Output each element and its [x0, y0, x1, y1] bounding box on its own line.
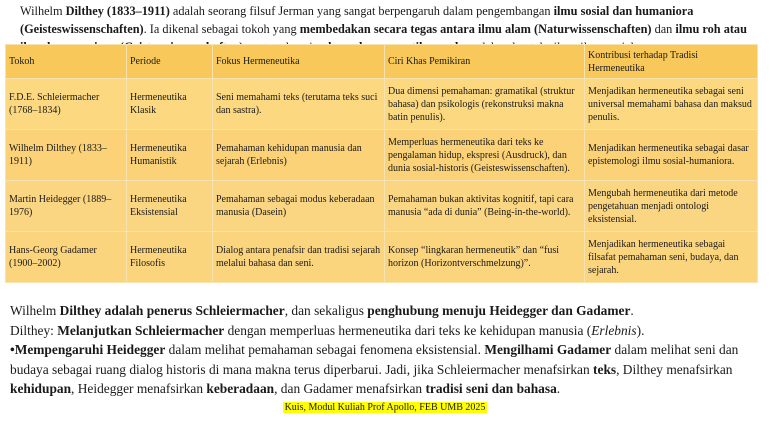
summary-bold: penghubung menuju Heidegger dan Gadamer: [367, 303, 631, 318]
cell-kontribusi: Menjadikan hermeneutika sebagai filsafat pemahaman seni, budaya, dan sejarah.: [585, 232, 758, 283]
cell-tokoh: Hans-Georg Gadamer (1900–2002): [6, 232, 127, 283]
cell-periode: Hermeneutika Klasik: [127, 79, 213, 130]
cell-fokus: Pemahaman kehidupan manusia dan sejarah (Erlebnis): [213, 130, 385, 181]
summary-line: [10, 301, 755, 321]
summary-line: [10, 340, 755, 399]
intro-bold-name: Dilthey (1833–1911): [65, 4, 170, 18]
cell-kontribusi: Menjadikan hermeneutika sebagai seni universal memahami bahasa dan maksud penulis.: [585, 79, 758, 130]
cell-fokus: Pemahaman sebagai modus keberadaan manusia (Dasein): [213, 181, 385, 232]
summary-text: , Heidegger menafsirkan: [71, 381, 207, 396]
summary-text: ).: [636, 322, 645, 338]
hermeneutics-table: [5, 44, 758, 283]
cell-tokoh: Wilhelm Dilthey (1833–1911): [6, 130, 127, 181]
cell-periode: Hermeneutika Humanistik: [127, 130, 213, 181]
summary-text: Wilhelm: [10, 303, 60, 318]
summary-bold: tradisi seni dan bahasa: [425, 381, 557, 396]
table-header-row: [6, 45, 758, 79]
intro-text: dan: [651, 22, 676, 36]
caption: [0, 402, 770, 413]
summary-bold: kehidupan: [10, 381, 72, 396]
summary-bold: Melanjutkan Schleiermacher: [57, 322, 225, 338]
summary-bold: Dilthey adalah penerus Schleiermacher: [59, 303, 285, 318]
intro-bold: ilmu sosial dan humaniora (Geisteswissenschaften): [20, 4, 694, 36]
cell-kontribusi: Menjadikan hermeneutika sebagai dasar epistemologi ilmu sosial-humaniora.: [585, 130, 758, 181]
summary-italic: Erlebnis: [591, 322, 637, 338]
cell-ciri: Memperluas hermeneutika dari teks ke pengalaman hidup, ekspresi (Ausdruck), dan dunia sosial-historis (Geisteswissenschaften).: [385, 130, 585, 181]
intro-bold: ilmu roh atau: [675, 22, 747, 36]
intro-bold: membedakan secara tegas antara ilmu alam (Naturwissenschaften): [299, 22, 652, 36]
summary-text: , Dilthey menafsirkan: [616, 361, 733, 377]
summary-text: , dan sekaligus: [284, 303, 368, 318]
intro-text: adalah seorang filsuf Jerman yang sangat berpengaruh dalam pengembangan: [169, 4, 554, 18]
header-kontribusi: Kontribusi terhadap Tradisi Hermeneutika: [585, 45, 758, 79]
cell-periode: Hermeneutika Eksistensial: [127, 181, 213, 232]
cell-ciri: Konsep “lingkaran hermeneutik” dan “fusi horizon (Horizontverschmelzung)”.: [385, 232, 585, 283]
intro-text: . Ia dikenal sebagai tokoh yang: [143, 22, 300, 36]
cell-periode: Hermeneutika Filosofis: [127, 232, 213, 283]
table-row: [6, 79, 758, 130]
summary-text: .: [630, 303, 634, 318]
cell-fokus: Seni memahami teks (terutama teks suci dan sastra).: [213, 79, 385, 130]
table-row: [6, 181, 758, 232]
summary-text: dengan memperluas hermeneutika dari teks ke kehidupan manusia (: [224, 322, 592, 338]
summary-text: , dan Gadamer menafsirkan: [274, 381, 426, 396]
table-row: [6, 232, 758, 283]
table-row: [6, 130, 758, 181]
header-tokoh: Tokoh: [6, 45, 127, 79]
summary-block: [10, 301, 755, 399]
header-periode: Periode: [127, 45, 213, 79]
caption-highlight: Kuis, Modul Kuliah Prof Apollo, FEB UMB 2025: [284, 402, 486, 413]
cell-fokus: Dialog antara penafsir dan tradisi sejarah melalui bahasa dan seni.: [213, 232, 385, 283]
summary-bold: teks: [593, 361, 617, 377]
summary-text: dalam melihat pemahaman sebagai fenomena eksistensial.: [165, 342, 485, 357]
cell-tokoh: F.D.E. Schleiermacher (1768–1834): [6, 79, 127, 130]
intro-text: Wilhelm: [20, 4, 66, 18]
summary-bold: •Mempengaruhi Heidegger: [10, 342, 166, 357]
summary-bold: keberadaan: [206, 381, 275, 396]
summary-text: Dilthey:: [10, 322, 58, 338]
summary-text: dalam melihat seni dan budaya sebagai ruang dialog historis di mana makna terus diperbarui. Jadi, jika Schleiermacher menafsirkan: [10, 342, 739, 377]
cell-ciri: Pemahaman bukan aktivitas kognitif, tapi cara manusia “ada di dunia” (Being-in-the-world).: [385, 181, 585, 232]
cell-ciri: Dua dimensi pemahaman: gramatikal (struktur bahasa) dan psikologis (rekonstruksi makna batin penulis).: [385, 79, 585, 130]
summary-bold: Mengilhami Gadamer: [484, 342, 612, 357]
header-fokus: Fokus Hermeneutika: [213, 45, 385, 79]
cell-kontribusi: Mengubah hermeneutika dari metode pengetahuan menjadi ontologi eksistensial.: [585, 181, 758, 232]
cell-tokoh: Martin Heidegger (1889–1976): [6, 181, 127, 232]
header-ciri: Ciri Khas Pemikiran: [385, 45, 585, 79]
summary-line: [10, 321, 755, 341]
summary-text: .: [556, 381, 561, 396]
